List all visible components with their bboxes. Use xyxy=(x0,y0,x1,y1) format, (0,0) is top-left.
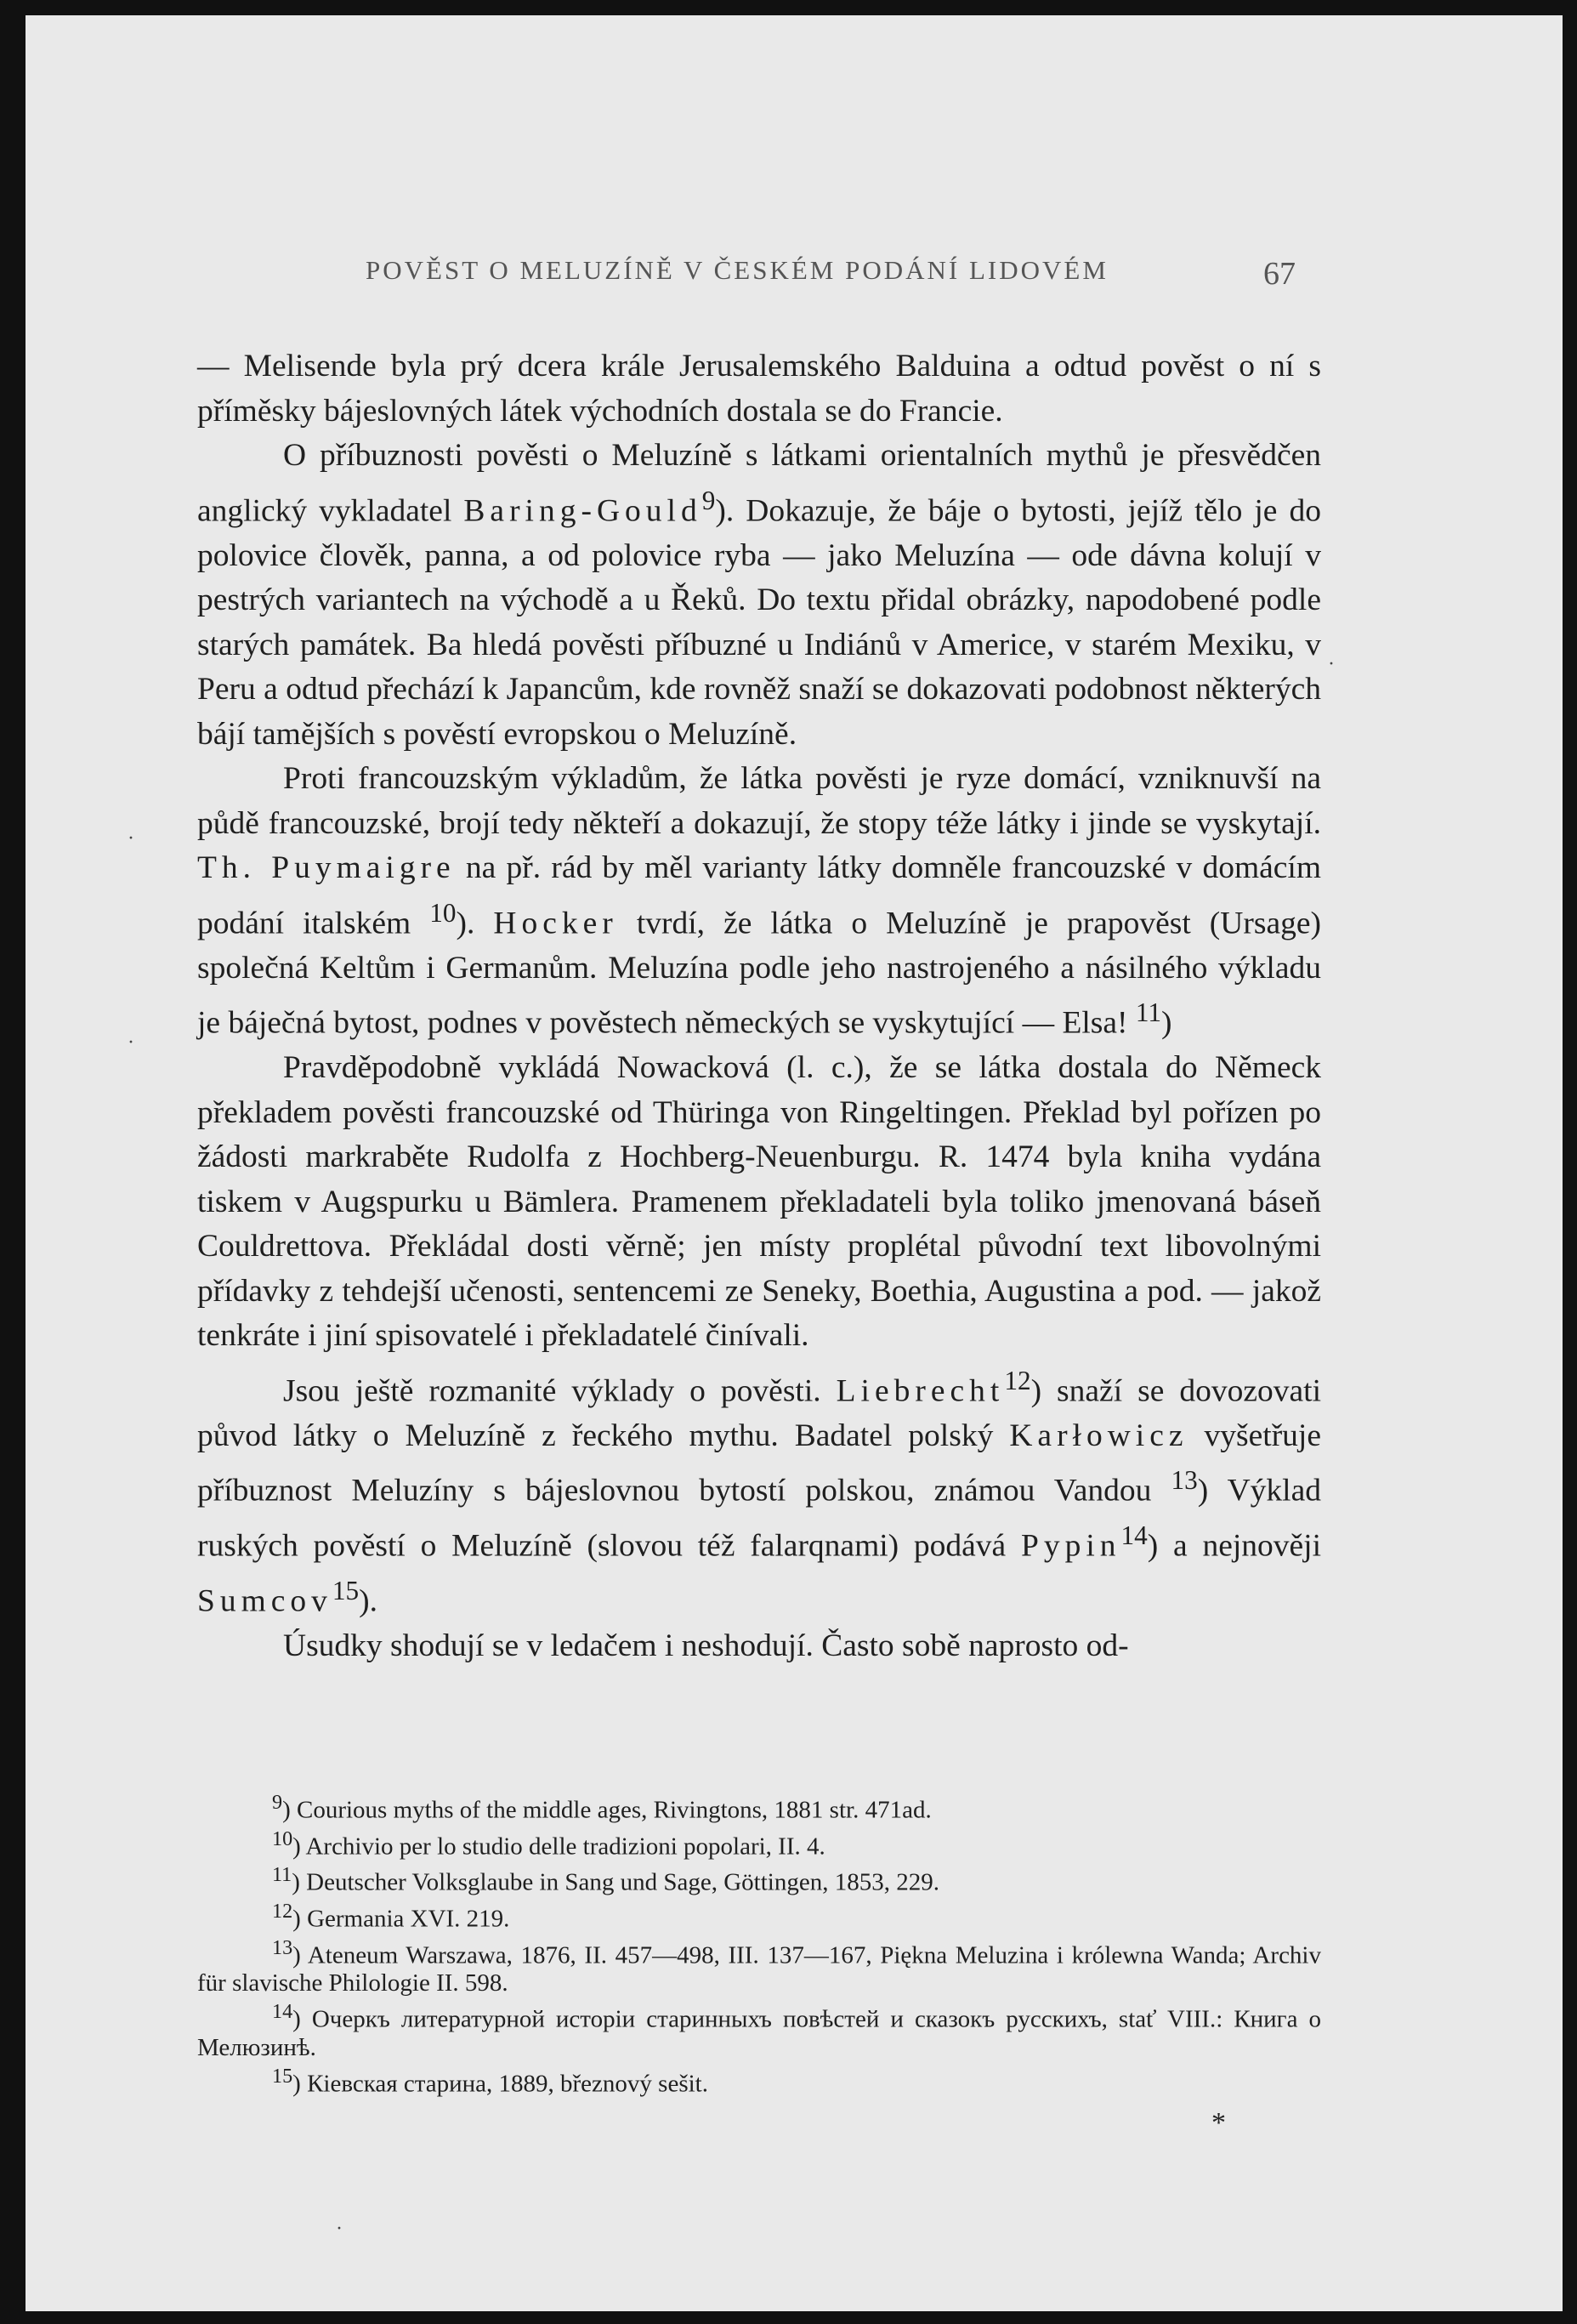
footnote xyxy=(197,2062,1321,2099)
text-run: ) xyxy=(1160,1005,1172,1041)
author-name: Th. Puymaigre xyxy=(197,850,456,885)
margin-speck: · xyxy=(1328,653,1335,675)
footnotes xyxy=(197,1788,1321,2099)
author-name: Sumcov xyxy=(197,1583,332,1619)
text-run: Jsou ještě rozmanité výklady o pověsti. xyxy=(283,1373,837,1408)
author-name: Liebrecht xyxy=(836,1373,1005,1408)
main-text xyxy=(197,344,1321,1669)
footnote-number: 13 xyxy=(272,1935,293,1959)
paragraph-1: — Melisende byla prý dcera krále Jerusalemského Balduina a odtud pověst o ní s příměsky bájeslovných látek východních dostala se do Francie. xyxy=(197,349,1321,429)
scan-left-edge xyxy=(0,0,5,2324)
author-name: Pypin xyxy=(1020,1528,1121,1564)
footnote-ref: 11 xyxy=(1135,997,1161,1027)
paragraph-4: Pravděpodobně vykládá Nowacková (l. c.), že se látka dostala do Německ překladem pověsti francouzské od Thüringa von Ringeltingen. Překlad byl pořízen po žádosti markraběte Rudolfa z Hochberg-Neuenburgu. R. 1474 byla kniha vydána tiskem v Augspurku u Bämlera. Pramenem překladateli byla toliko jmenovaná báseň Couldrettova. Překládal dosti věrně; jen místy proplétal původní text libovolnými přídavky z tehdejší učenosti, sentencemi ze Seneky, Boethia, Augustina a pod. — jakož tenkráte i jiní spisovatelé i překladatelé činívali. xyxy=(197,1050,1321,1353)
footnote xyxy=(197,1934,1321,1998)
footnote-ref: 15 xyxy=(332,1576,360,1605)
text-run: ) a nejnověji xyxy=(1147,1528,1321,1564)
text-run: tvrdí, že látka o Meluzíně je prapověst (Ursage) společná Keltům i Germanům. Meluzína podle jeho nastrojeného a násilného výkladu je báječná bytost, podnes v pověstech německých se vyskytující — Elsa! xyxy=(197,906,1321,1041)
footnote-number: 10 xyxy=(272,1827,293,1850)
footnote-ref: 12 xyxy=(1004,1365,1031,1395)
footnote-number: 11 xyxy=(272,1863,292,1887)
paragraph-2 xyxy=(197,434,1321,757)
footnote-text: ) Germania XVI. 219. xyxy=(292,1905,510,1933)
asterisk-mark: * xyxy=(1211,2107,1226,2139)
footnote-text: ) Courious myths of the middle ages, Rivingtons, 1881 str. 471ad. xyxy=(282,1796,932,1824)
margin-speck: · xyxy=(128,827,134,849)
page-header xyxy=(26,255,1563,292)
paragraph-3 xyxy=(197,757,1321,1046)
author-name: Hocker xyxy=(493,906,618,940)
footnote-ref: 10 xyxy=(429,897,457,928)
margin-speck: · xyxy=(128,1031,134,1054)
text-run: vyšetřuje příbuznost Meluzíny s bájeslovnou bytostí polskou, známou Vandou xyxy=(197,1418,1321,1509)
footnote-text: ) Deutscher Volksglaube in Sang und Sage, Göttingen, 1853, 229. xyxy=(292,1868,939,1896)
author-name: Karłowicz xyxy=(1009,1418,1188,1453)
footnote-ref: 14 xyxy=(1120,1520,1148,1550)
footnote-text: ) Очеркъ литературной исторіи старинныхъ повѣстей и сказокъ русскихъ, stať VIII.: Книга о Мелюзинѣ. xyxy=(197,2005,1321,2061)
footnote-text: ) Ateneum Warszawa, 1876, II. 457—498, III. 137—167, Piękna Meluzina i królewna Wanda; Archiv für slavische Philologie II. 598. xyxy=(197,1941,1321,1997)
paragraph-6: Úsudky shodují se v ledačem i neshodují. Často sobě naprosto od- xyxy=(283,1628,1129,1663)
text-run: ) Výklad ruských pověstí o Meluzíně (slovou též falarqnami) podává xyxy=(197,1473,1321,1564)
footnote-ref: 9 xyxy=(701,485,716,515)
text-run: ). xyxy=(359,1583,378,1619)
footnote-number: 9 xyxy=(272,1791,283,1814)
running-title: POVĚST O MELUZÍNĚ V ČESKÉM PODÁNÍ LIDOVÉM xyxy=(366,255,1109,285)
footnote-number: 14 xyxy=(272,2000,293,2024)
paragraph-5 xyxy=(197,1359,1321,1625)
footnote xyxy=(197,1825,1321,1861)
footnote-number: 15 xyxy=(272,2064,293,2088)
footnote-ref: 13 xyxy=(1171,1465,1198,1495)
footnote-number: 12 xyxy=(272,1899,293,1923)
footnote xyxy=(197,1788,1321,1825)
footnote xyxy=(197,1897,1321,1934)
text-run: na př. rád by měl varianty látky domněle francouzské v domácím podání italském xyxy=(197,850,1321,940)
author-name: Baring-Gould xyxy=(463,493,702,528)
footnote-text: ) Archivio per lo studio delle tradizioni popolari, II. 4. xyxy=(292,1832,825,1861)
text-run: ) snaží se dovozovati původ látky o Meluzíně z řeckého mythu. Badatel polský xyxy=(197,1373,1321,1453)
margin-speck: · xyxy=(336,2218,343,2240)
page-number: 67 xyxy=(1263,256,1296,292)
text-run: ). Dokazuje, že báje o bytosti, jejíž tělo je do polovice člověk, panna, a od polovice ryba — jako Meluzína — ode dávna kolují v pestrých variantech na východě a u Řeků. Do textu přidal obrázky, napodobené podle starých památek. Ba hledá pověsti příbuzné u Indiánů v Americe, v starém Mexiku, v Peru a odtud přechází k Japancům, kde rovněž snaží se dokazovati podobnost některých bájí tamějších s pověstí evropskou o Meluzíně. xyxy=(197,493,1321,752)
text-run: O příbuznosti pověsti o Meluzíně s látkami orientalních mythů je přesvědčen anglický vykladatel xyxy=(197,438,1321,528)
text-run: Proti francouzským výkladům, že látka pověsti je ryze domácí, vzniknuvší na půdě francouzské, brojí tedy někteří a dokazují, že stopy téže látky i jinde se vyskytají. xyxy=(197,761,1321,841)
book-page xyxy=(26,15,1563,2311)
text-run: ). xyxy=(456,906,494,940)
footnote xyxy=(197,1997,1321,2062)
footnote xyxy=(197,1861,1321,1897)
footnote-text: ) Кіевская старина, 1889, březnový sešit. xyxy=(292,2070,708,2098)
